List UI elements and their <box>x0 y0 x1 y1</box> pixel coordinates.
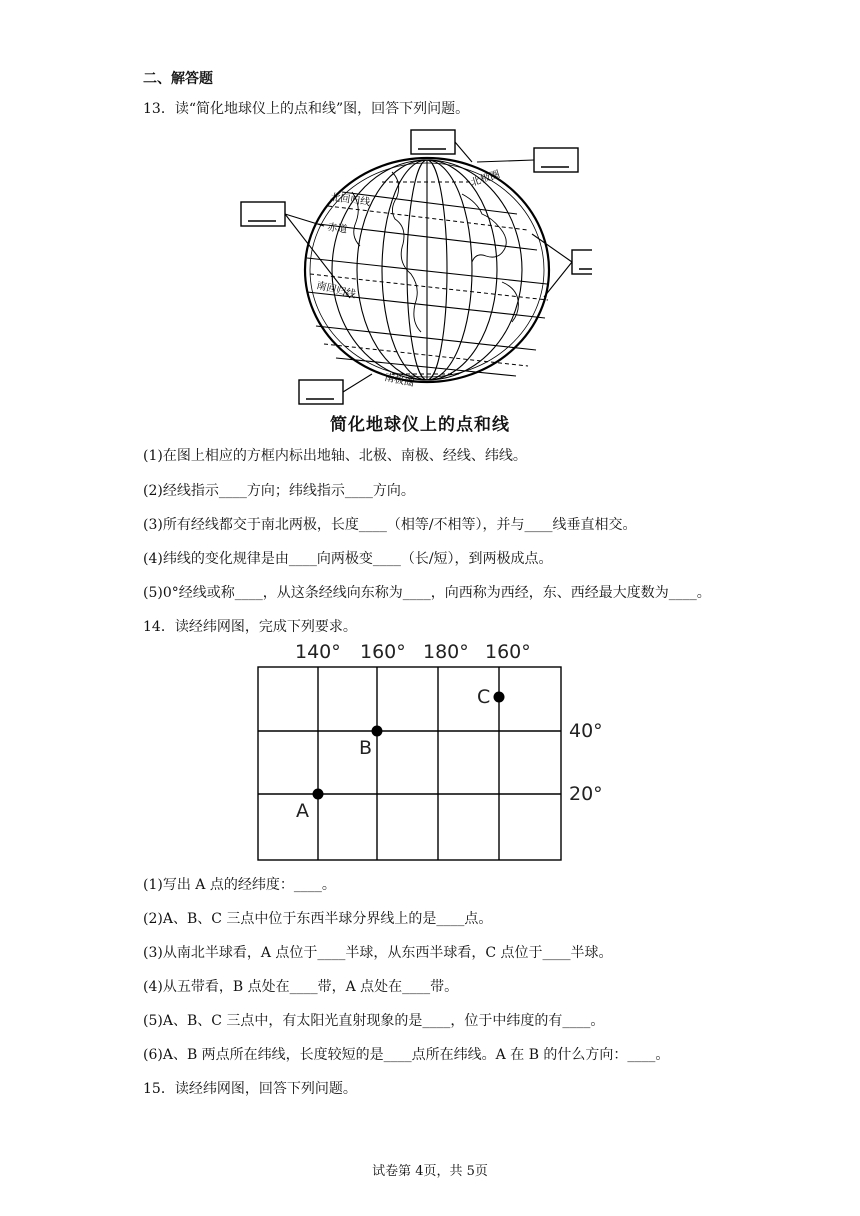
globe-caption: 简化地球仪上的点和线 <box>330 415 510 435</box>
question-13-stem: 13．读“简化地球仪上的点和线”图，回答下列问题。 <box>143 101 470 117</box>
answer-box-top-right <box>534 148 578 172</box>
q13-item-4: (4)纬线的变化规律是由____向两极变____（长/短），到两极成点。 <box>143 551 553 567</box>
q14-item-6: (6)A、B 两点所在纬线，长度较短的是____点所在纬线。A 在 B 的什么方向：____。 <box>143 1047 670 1063</box>
answer-box-top <box>411 130 455 154</box>
answer-box-left <box>241 202 285 226</box>
lon-label-180: 180° <box>423 641 469 663</box>
lon-label-160w: 160° <box>485 641 531 663</box>
lat-label-40: 40° <box>569 720 603 742</box>
latlon-grid-figure <box>255 637 615 867</box>
point-b-label: B <box>359 737 373 759</box>
section-title: 二、解答题 <box>143 71 213 87</box>
latlon-grid <box>255 637 615 867</box>
antarctic-circle-label: 南极圈 <box>383 372 416 390</box>
point-c-label: C <box>477 686 491 708</box>
answer-box-bottom <box>299 380 343 404</box>
question-14-stem: 14．读经纬网图，完成下列要求。 <box>143 619 357 635</box>
q13-item-2: (2)经线指示____方向；纬线指示____方向。 <box>143 483 415 499</box>
lon-label-160e: 160° <box>360 641 406 663</box>
q14-item-1: (1)写出 A 点的经纬度：____。 <box>143 877 336 893</box>
equator-label: 赤道 <box>326 222 348 236</box>
q13-item-3: (3)所有经线都交于南北两极，长度____（相等/不相等），并与____线垂直相交。 <box>143 517 637 533</box>
lat-label-20: 20° <box>569 783 603 805</box>
q14-item-5: (5)A、B、C 三点中，有太阳光直射现象的是____，位于中纬度的有____。 <box>143 1013 605 1029</box>
point-a-label: A <box>296 800 309 822</box>
q13-item-5: (5)0°经线或称____，从这条经线向东称为____，向西称为西经，东、西经最大度数为____。 <box>143 585 711 601</box>
point-b <box>372 726 383 737</box>
q14-item-3: (3)从南北半球看，A 点位于____半球，从东西半球看，C 点位于____半球。 <box>143 945 613 961</box>
q14-item-4: (4)从五带看，B 点处在____带，A 点处在____带。 <box>143 979 459 995</box>
point-c <box>494 692 505 703</box>
q14-item-2: (2)A、B、C 三点中位于东西半球分界线上的是____点。 <box>143 911 493 927</box>
arctic-circle-label: 北极圈 <box>469 169 502 189</box>
globe-figure <box>232 122 592 412</box>
question-15-stem: 15．读经纬网图，回答下列问题。 <box>143 1081 357 1097</box>
q13-item-1: (1)在图上相应的方框内标出地轴、北极、南极、经线、纬线。 <box>143 448 527 464</box>
lon-label-140: 140° <box>295 641 341 663</box>
page-footer: 试卷第 4页，共 5页 <box>372 1164 488 1179</box>
globe-diagram <box>232 122 592 412</box>
tropic-capricorn-label: 南回归线 <box>315 280 357 301</box>
answer-box-right <box>572 250 592 274</box>
point-a <box>313 789 324 800</box>
tropic-cancer-label: 北回归线 <box>329 192 371 209</box>
